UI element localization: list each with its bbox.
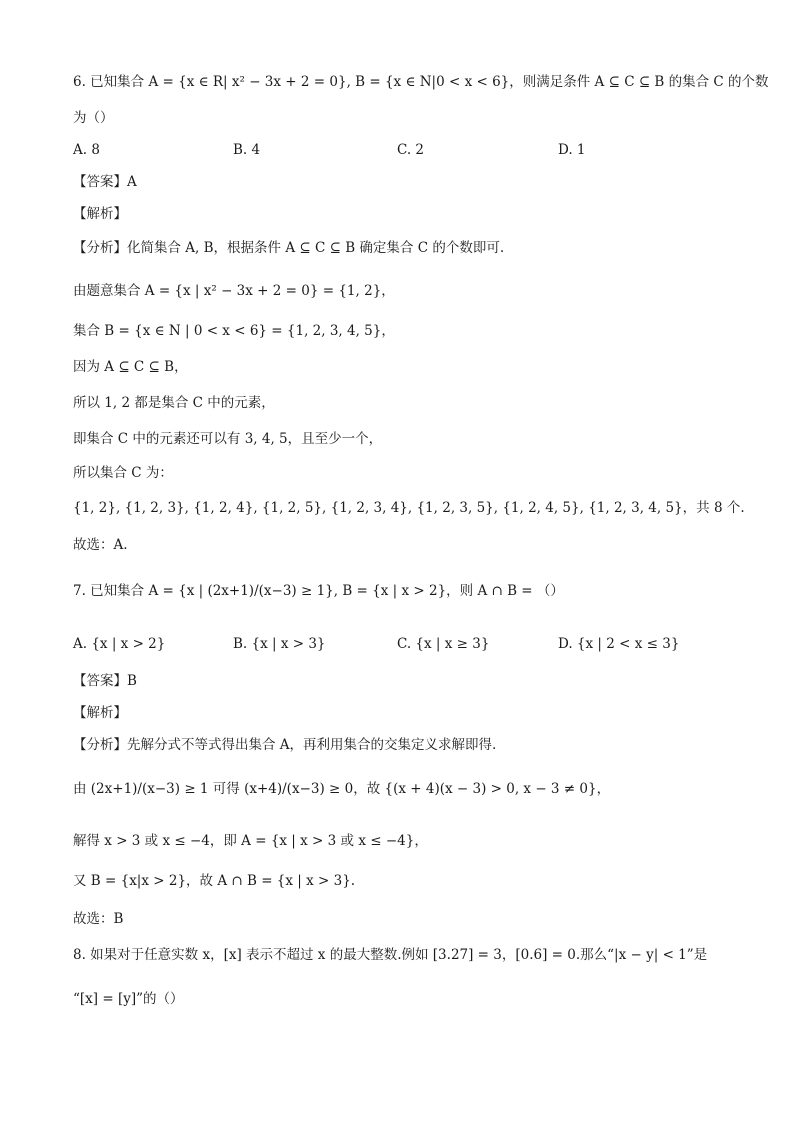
q6-analysis-line: 由题意集合 A = {x | x² − 3x + 2 = 0} = {1, 2}，: [73, 283, 395, 299]
q7-analysis-line: 又 B = {x|x > 2}，故 A ∩ B = {x | x > 3}.: [73, 873, 356, 889]
q7-option-b: B. {x | x > 3}: [233, 636, 326, 652]
q7-analysis-line: 由 (2x+1)/(x−3) ≥ 1 可得 (x+4)/(x−3) ≥ 0，故 {(x + 4)(x − 3) > 0, x − 3 ≠ 0}，: [73, 781, 611, 797]
q6-option-d: D. 1: [558, 142, 586, 158]
q7-analysis-label: 【解析】: [73, 705, 127, 721]
q7-option-c: C. {x | x ≥ 3}: [397, 636, 490, 652]
q7-analysis-line: 【分析】先解分式不等式得出集合 A，再利用集合的交集定义求解即得.: [73, 737, 497, 753]
q6-stem-line-1: 6. 已知集合 A = {x ∈ R| x² − 3x + 2 = 0}, B = {x ∈ N|0 < x < 6}，则满足条件 A ⊆ C ⊆ B 的集合 C 的个数: [73, 74, 769, 90]
q8-stem-line-1: 8. 如果对于任意实数 x，[x] 表示不超过 x 的最大整数.例如 [3.27] = 3，[0.6] = 0.那么“|x − y| < 1”是: [73, 947, 708, 963]
q7-analysis-line: 故选：B: [73, 911, 124, 927]
q6-analysis-label: 【解析】: [73, 206, 127, 222]
q7-answer: 【答案】B: [73, 673, 137, 689]
q6-analysis-line: {1, 2}, {1, 2, 3}, {1, 2, 4}, {1, 2, 5}, {1, 2, 3, 4}, {1, 2, 3, 5}, {1, 2, 4, 5}, {1, 2, 3, 4, 5}，共 8 个.: [73, 500, 745, 516]
q7-option-a: A. {x | x > 2}: [73, 636, 166, 652]
q6-analysis-line: 即集合 C 中的元素还可以有 3, 4, 5，且至少一个，: [73, 431, 383, 447]
q6-analysis-line: 所以 1, 2 都是集合 C 中的元素，: [73, 395, 275, 411]
q6-option-b: B. 4: [233, 142, 261, 158]
q8-stem-line-2: “[x] = [y]”的（）: [73, 991, 184, 1007]
q7-analysis-line: 解得 x > 3 或 x ≤ −4，即 A = {x | x > 3 或 x ≤ −4}，: [73, 833, 428, 849]
q6-stem-line-2: 为（）: [73, 110, 114, 126]
q6-analysis-line: 集合 B = {x ∈ N | 0 < x < 6} = {1, 2, 3, 4, 5}，: [73, 323, 395, 339]
q6-analysis-line: 因为 A ⊆ C ⊆ B，: [73, 359, 188, 375]
q6-answer: 【答案】A: [73, 174, 137, 190]
q7-option-d: D. {x | 2 < x ≤ 3}: [558, 636, 680, 652]
q6-option-c: C. 2: [397, 142, 425, 158]
q6-option-a: A. 8: [73, 142, 100, 158]
q7-stem: 7. 已知集合 A = {x | (2x+1)/(x−3) ≥ 1}, B = {x | x > 2}，则 A ∩ B = （）: [73, 583, 564, 599]
q6-analysis-line: 【分析】化简集合 A, B，根据条件 A ⊆ C ⊆ B 确定集合 C 的个数即可.: [73, 240, 505, 256]
q6-analysis-line: 故选：A.: [73, 537, 128, 553]
q6-analysis-line: 所以集合 C 为：: [73, 465, 173, 481]
